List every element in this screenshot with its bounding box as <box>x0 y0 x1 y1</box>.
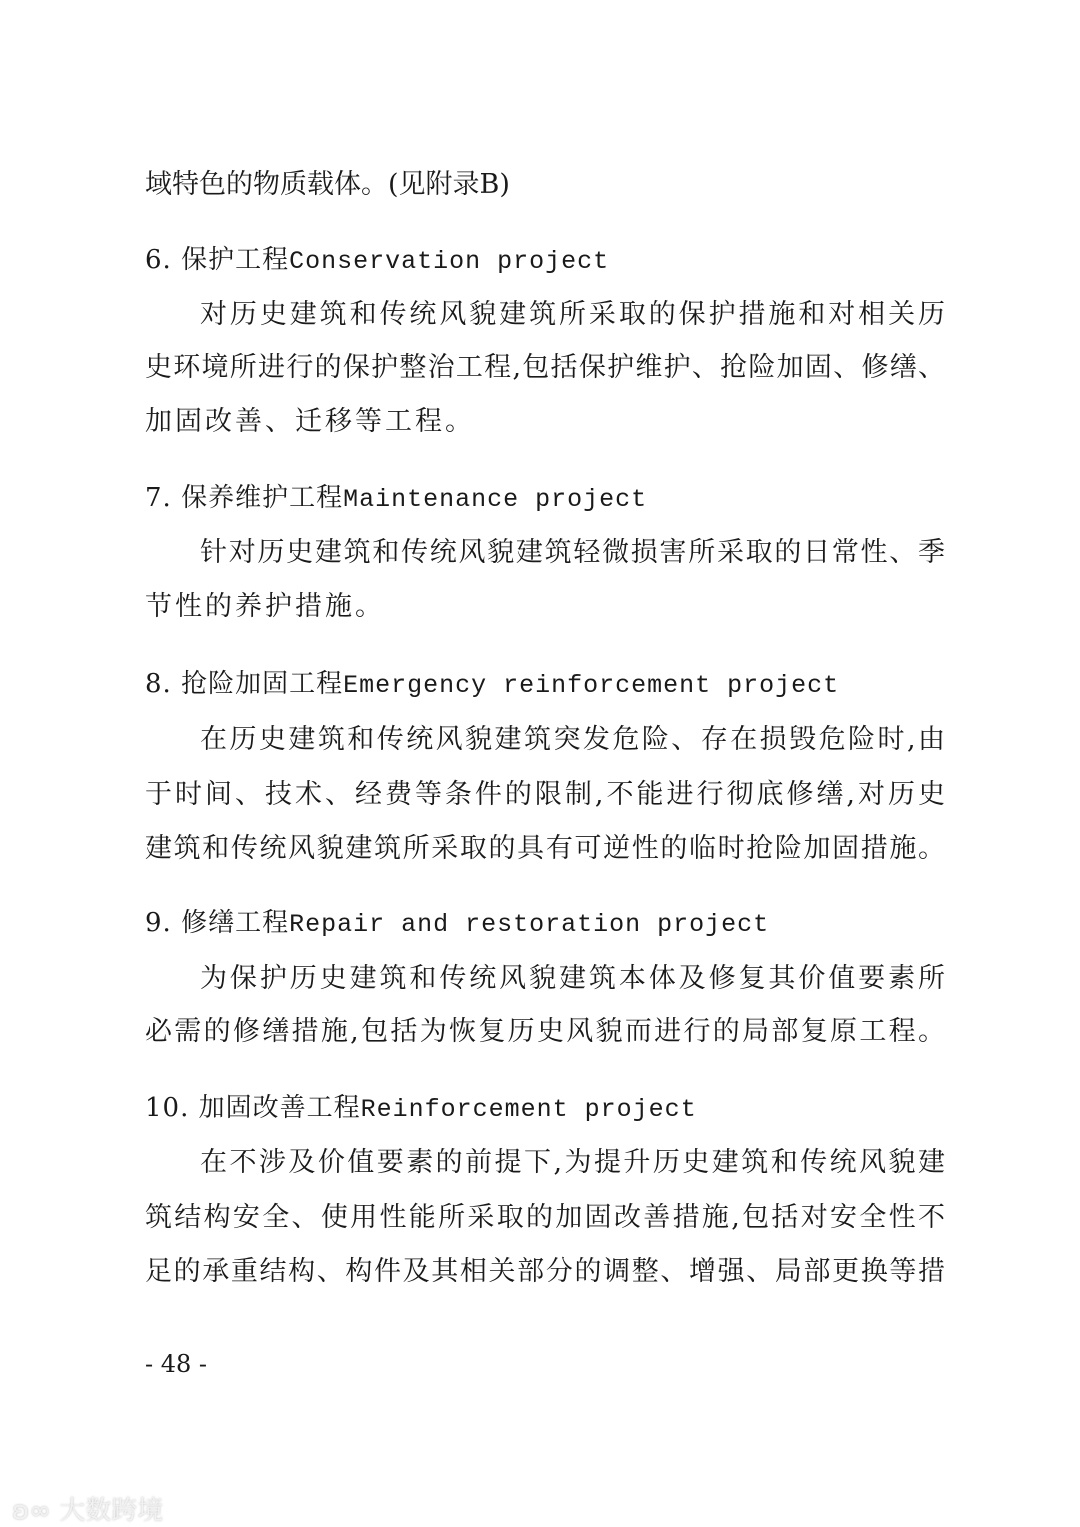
heading-num: 6. <box>145 245 172 275</box>
line: 在历史建筑和传统风貌建筑突发危险、存在损毁危险时,由 <box>200 724 945 755</box>
heading-cn: 加固改善工程 <box>198 1093 361 1123</box>
heading-8 <box>145 667 945 703</box>
watermark-logo <box>12 1490 163 1527</box>
heading-cn: 保养维护工程 <box>181 483 344 513</box>
heading-7 <box>145 481 945 517</box>
heading-en: Conservation project <box>289 247 610 276</box>
line: 对历史建筑和传统风貌建筑所采取的保护措施和对相关历 <box>200 299 945 330</box>
heading-en: Repair and restoration project <box>289 910 770 939</box>
line: 为保护历史建筑和传统风貌建筑本体及修复其价值要素所 <box>200 963 945 994</box>
line: 必需的修缮措施,包括为恢复历史风貌而进行的局部复原工程。 <box>145 1016 945 1047</box>
heading-cn: 修缮工程 <box>181 908 290 938</box>
heading-cn: 保护工程 <box>181 245 290 275</box>
heading-9 <box>145 906 945 942</box>
line: 足的承重结构、构件及其相关部分的调整、增强、局部更换等措 <box>145 1256 945 1287</box>
line: 于时间、技术、经费等条件的限制,不能进行彻底修缮,对历史 <box>145 779 945 810</box>
page-number: - 48 - <box>145 1350 208 1378</box>
line: 节性的养护措施。 <box>145 591 385 622</box>
heading-cn: 抢险加固工程 <box>181 669 344 699</box>
heading-10 <box>145 1091 945 1127</box>
line: 在不涉及价值要素的前提下,为提升历史建筑和传统风貌建 <box>200 1147 945 1178</box>
line: 针对历史建筑和传统风貌建筑轻微损害所采取的日常性、季 <box>200 537 945 568</box>
heading-en: Emergency reinforcement project <box>343 671 840 700</box>
heading-en: Reinforcement project <box>360 1095 697 1124</box>
line: 加固改善、迁移等工程。 <box>145 406 475 437</box>
line: 筑结构安全、使用性能所采取的加固改善措施,包括对安全性不 <box>145 1202 945 1233</box>
line: 史环境所进行的保护整治工程,包括保护维护、抢险加固、修缮、 <box>145 352 945 383</box>
line: 建筑和传统风貌建筑所采取的具有可逆性的临时抢险加固措施。 <box>145 833 945 864</box>
heading-num: 10. <box>145 1093 190 1123</box>
heading-num: 9. <box>145 908 172 938</box>
watermark-text: 大数跨境 <box>59 1496 164 1526</box>
heading-num: 7. <box>145 483 172 513</box>
heading-num: 8. <box>145 669 172 699</box>
heading-en: Maintenance project <box>343 485 648 514</box>
watermark-icon: ʚ∞ <box>12 1496 51 1526</box>
heading-6 <box>145 243 945 279</box>
line: 域特色的物质载体。(见附录B) <box>145 169 510 200</box>
